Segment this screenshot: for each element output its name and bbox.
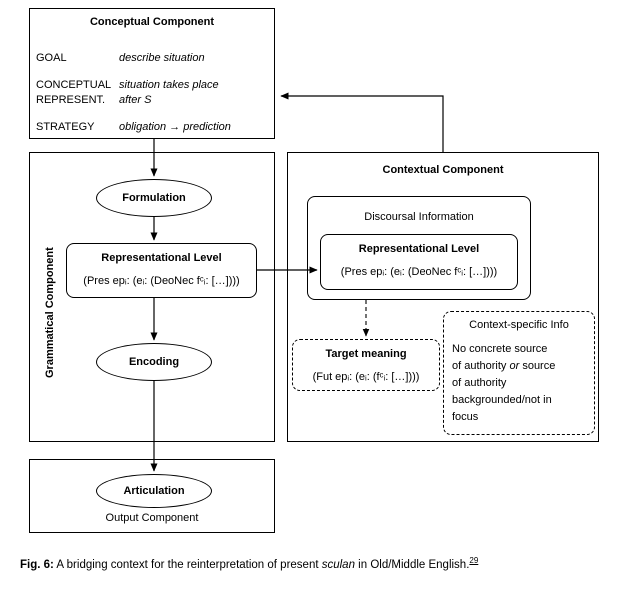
conceptual-strategy-key: STRATEGY [36,121,95,133]
conceptual-goal-value: describe situation [119,52,205,64]
context-specific-info-line-5: focus [452,411,479,423]
conceptual-representation-key: CONCEPTUAL [36,79,112,91]
contextual-component-title: Contextual Component [382,164,504,176]
formulation-node: Formulation [96,179,212,217]
figure-caption [20,556,610,573]
discoursal-information-title: Discoursal Information [364,211,474,223]
context-specific-info-line-1: No concrete source [452,343,548,355]
conceptual-component-title: Conceptual Component [89,16,215,28]
conceptual-representation-value-2: after S [119,94,152,106]
target-meaning-formula: (Fut epᵢ: (eᵢ: (fᶜᵢ: […]))) [312,371,420,383]
figure-caption-label: Fig. 6: [20,558,54,571]
target-meaning-title: Target meaning [325,348,407,360]
grammatical-component-title: Grammatical Component [44,247,56,378]
articulation-node: Articulation [96,474,212,508]
conceptual-strategy-value: obligation → prediction [119,121,231,133]
conceptual-goal-key: GOAL [36,52,67,64]
conceptual-representation-key-2: REPRESENT. [36,94,106,106]
output-component-title: Output Component [105,512,199,524]
target-meaning-box [292,339,440,391]
figure-caption-text-after: in Old/Middle English. [354,558,470,571]
figure-caption-footnote[interactable]: 29 [469,556,479,565]
figure-caption-italic: sculan [321,558,355,571]
contextual-representational-level-title: Representational Level [358,243,480,255]
grammatical-representational-level-formula: (Pres epᵢ: (eᵢ: (DeoNec fᶜᵢ: […]))) [83,275,240,287]
context-specific-info-line-4: backgrounded/not in [452,394,552,406]
contextual-representational-level-formula: (Pres epᵢ: (eᵢ: (DeoNec fᶜᵢ: […]))) [340,266,498,278]
conceptual-representation-value: situation takes place [119,79,219,91]
context-specific-info-line-3: of authority [452,377,507,389]
context-specific-info-title: Context-specific Info [469,319,569,331]
figure-caption-text-before: A bridging context for the reinterpretation of present [53,558,322,571]
context-specific-info-line-2: of authority or source [452,360,556,372]
grammatical-representational-level-title: Representational Level [101,252,222,264]
encoding-node: Encoding [96,343,212,381]
